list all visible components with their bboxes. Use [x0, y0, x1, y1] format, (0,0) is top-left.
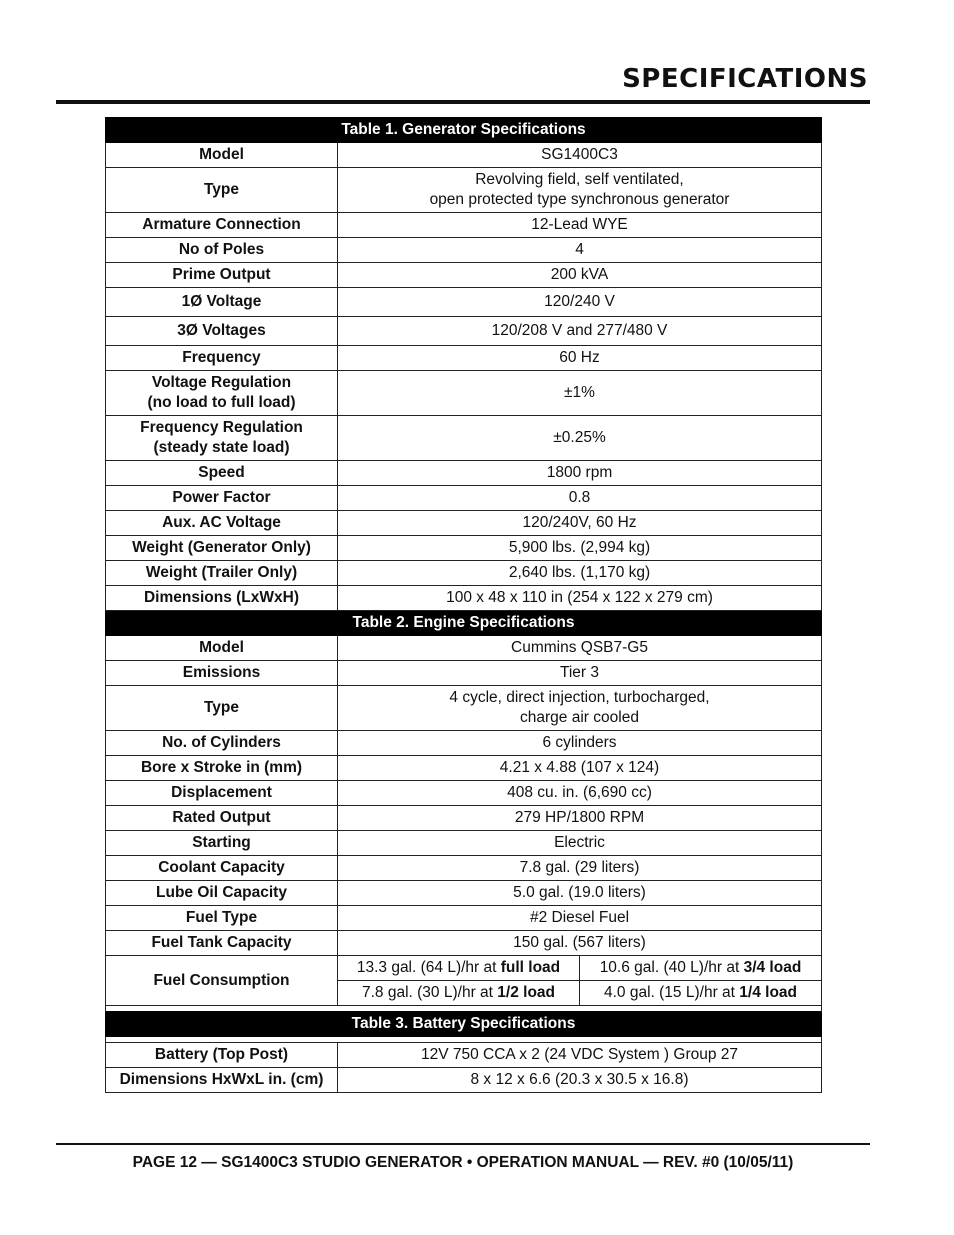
table-row: Dimensions (LxWxH) 100 x 48 x 110 in (254 x 122 x 279 cm) [106, 586, 822, 611]
table-row: Model Cummins QSB7-G5 [106, 636, 822, 661]
table-row: Coolant Capacity 7.8 gal. (29 liters) [106, 856, 822, 881]
table-row: Type 4 cycle, direct injection, turbocharged, charge air cooled [106, 686, 822, 731]
table-row: 3Ø Voltages 120/208 V and 277/480 V [106, 317, 822, 346]
table-row: Dimensions HxWxL in. (cm) 8 x 12 x 6.6 (20.3 x 30.5 x 16.8) [106, 1068, 822, 1093]
table-row: Prime Output 200 kVA [106, 263, 822, 288]
table-row: Model SG1400C3 [106, 143, 822, 168]
specifications-table [105, 117, 822, 1093]
table-row: Fuel Tank Capacity 150 gal. (567 liters) [106, 931, 822, 956]
table-row: Starting Electric [106, 831, 822, 856]
page-title: SPECIFICATIONS [622, 64, 868, 94]
table-row: Bore x Stroke in (mm) 4.21 x 4.88 (107 x 124) [106, 756, 822, 781]
table2-header: Table 2. Engine Specifications [106, 611, 822, 636]
bottom-rule [56, 1143, 870, 1145]
table-row: Rated Output 279 HP/1800 RPM [106, 806, 822, 831]
table-row: Aux. AC Voltage 120/240V, 60 Hz [106, 511, 822, 536]
top-rule [56, 100, 870, 104]
table-row: Weight (Generator Only) 5,900 lbs. (2,994 kg) [106, 536, 822, 561]
table-row: Voltage Regulation (no load to full load) ±1% [106, 371, 822, 416]
table-row: Displacement 408 cu. in. (6,690 cc) [106, 781, 822, 806]
table-row: Type Revolving field, self ventilated, open protected type synchronous generator [106, 168, 822, 213]
table-row: Weight (Trailer Only) 2,640 lbs. (1,170 kg) [106, 561, 822, 586]
table-row: Power Factor 0.8 [106, 486, 822, 511]
table-row: No. of Cylinders 6 cylinders [106, 731, 822, 756]
table-row: Frequency Regulation (steady state load) ±0.25% [106, 416, 822, 461]
table-row: No of Poles 4 [106, 238, 822, 263]
fuel-consumption-row: Fuel Consumption 13.3 gal. (64 L)/hr at full load 10.6 gal. (40 L)/hr at 3/4 load [106, 956, 822, 981]
table-row: Frequency 60 Hz [106, 346, 822, 371]
table-row: Speed 1800 rpm [106, 461, 822, 486]
table-row: Fuel Type #2 Diesel Fuel [106, 906, 822, 931]
table-row: Lube Oil Capacity 5.0 gal. (19.0 liters) [106, 881, 822, 906]
table-row: Battery (Top Post) 12V 750 CCA x 2 (24 VDC System ) Group 27 [106, 1043, 822, 1068]
table1-header: Table 1. Generator Specifications [106, 118, 822, 143]
table3-header: Table 3. Battery Specifications [106, 1012, 822, 1037]
fuel-consumption-row: 7.8 gal. (30 L)/hr at 1/2 load 4.0 gal. (15 L)/hr at 1/4 load [106, 981, 822, 1006]
table-row: Emissions Tier 3 [106, 661, 822, 686]
page-footer: PAGE 12 — SG1400C3 STUDIO GENERATOR • OPERATION MANUAL — REV. #0 (10/05/11) [132, 1154, 794, 1171]
table-row: 1Ø Voltage 120/240 V [106, 288, 822, 317]
table-row: Armature Connection 12-Lead WYE [106, 213, 822, 238]
